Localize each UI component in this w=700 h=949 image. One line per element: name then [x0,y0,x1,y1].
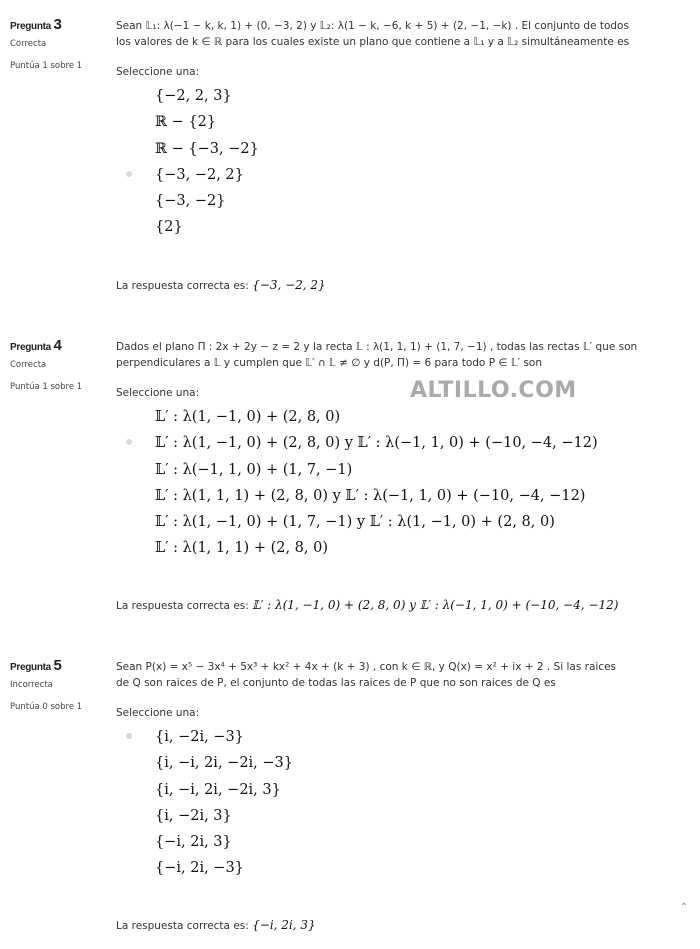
answer-label: 𝕃′ : λ(1, −1, 0) + (2, 8, 0) [155,409,341,425]
select-prompt: Seleccione una: [116,707,200,719]
answer-label: 𝕃′ : λ(−1, 1, 0) + (1, 7, −1) [155,461,353,478]
answer-option[interactable] [116,403,676,429]
right-answer-value: {−3, −2, 2} [252,278,326,292]
question-text-line: los valores de k ∈ ℝ para los cuales existe un plano que contiene a 𝕃₁ y a 𝕃₂ simultáneamente es [116,36,630,48]
answer-option[interactable] [116,508,676,534]
right-answer-value: 𝕃′ : λ(1, −1, 0) + (2, 8, 0) y 𝕃′ : λ(−1, 1, 0) + (−10, −4, −12) [252,598,619,612]
caret-up-icon[interactable]: ⌃ [679,902,688,913]
question-text [116,18,676,50]
watermark-logo: ALTILLO.COM [410,378,577,403]
right-answer: La respuesta correcta es: 𝕃′ : λ(1, −1, 0) + (2, 8, 0) y 𝕃′ : λ(−1, 1, 0) + (−10, −4, −12) [116,598,619,612]
question-grade: Puntúa 1 sobre 1 [10,382,83,392]
answer-option[interactable] [116,456,676,482]
right-answer: La respuesta correcta es: {−i, 2i, 3} [116,918,316,932]
question-number: Pregunta 3 [10,16,62,33]
answer-option[interactable] [116,213,676,239]
radio-selected-icon[interactable] [126,171,132,177]
question-info [10,657,110,712]
select-prompt: Seleccione una: [116,387,200,399]
answer-label: {2} [155,219,183,236]
answer-option[interactable] [116,482,676,508]
question-grade: Puntúa 0 sobre 1 [10,702,83,712]
answer-label: 𝕃′ : λ(1, −1, 0) + (2, 8, 0) y 𝕃′ : λ(−1, 1, 0) + (−10, −4, −12) [155,435,598,452]
question-content [116,657,676,881]
answer-list [116,723,676,881]
answer-label: {i, −i, 2i, −2i, 3} [155,781,281,798]
answer-option-selected[interactable] [116,723,676,749]
answer-option-selected[interactable] [116,429,676,455]
answer-label: {−i, 2i, 3} [155,834,232,851]
select-prompt: Seleccione una: [116,66,200,78]
question-number: Pregunta 4 [10,337,62,354]
answer-option[interactable] [116,828,676,854]
answer-option[interactable] [116,187,676,213]
question-text [116,659,676,691]
answer-label: 𝕃′ : λ(1, 1, 1) + (2, 8, 0) [155,540,329,557]
question-content [116,337,676,561]
question-grade: Puntúa 1 sobre 1 [10,61,83,71]
answer-label: {−2, 2, 3} [155,88,232,104]
answer-label: ℝ − {−3, −2} [155,140,259,157]
answer-option[interactable] [116,802,676,828]
question-content [116,16,676,240]
answer-option[interactable] [116,854,676,880]
radio-selected-icon[interactable] [126,439,132,445]
question-state: Correcta [10,39,47,49]
right-answer: La respuesta correcta es: {−3, −2, 2} [116,278,326,292]
question-number: Pregunta 5 [10,657,62,674]
answer-label: {i, −2i, −3} [155,729,244,745]
answer-label: {−3, −2} [155,193,226,210]
answer-label: {−3, −2, 2} [155,166,244,183]
answer-list [116,403,676,561]
answer-label: 𝕃′ : λ(1, 1, 1) + (2, 8, 0) y 𝕃′ : λ(−1, 1, 0) + (−10, −4, −12) [155,487,586,504]
answer-label: 𝕃′ : λ(1, −1, 0) + (1, 7, −1) y 𝕃′ : λ(1, −1, 0) + (2, 8, 0) [155,514,555,531]
question-text-line: de Q son raices de P, el conjunto de todas las raices de P que no son raices de Q es [116,677,556,689]
right-answer-value: {−i, 2i, 3} [252,918,316,932]
question-text [116,339,676,371]
answer-list [116,82,676,240]
answer-label: {−i, 2i, −3} [155,860,244,877]
answer-option-selected[interactable] [116,161,676,187]
question-text-line: Dados el plano Π : 2x + 2y − z = 2 y la recta 𝕃 : λ(1, 1, 1) + (1, 7, −1) , todas las rectas 𝕃′ que son [116,341,638,353]
answer-label: {i, −2i, 3} [155,807,232,824]
question-state: Correcta [10,360,47,370]
answer-label: ℝ − {2} [155,114,217,131]
question-text-line: perpendiculares a 𝕃 y cumplen que 𝕃′ ∩ 𝕃 ≠ ∅ y d(P, Π) = 6 para todo P ∈ 𝕃′ son [116,357,542,369]
question-state: Incorrecta [10,680,53,690]
answer-label: {i, −i, 2i, −2i, −3} [155,755,293,772]
question-info [10,337,110,392]
answer-option[interactable] [116,776,676,802]
answer-option[interactable] [116,749,676,775]
answer-option[interactable] [116,534,676,560]
question-text-line: Sean P(x) = x⁵ − 3x⁴ + 5x³ + kx² + 4x + (k + 3) , con k ∈ ℝ, y Q(x) = x² + ix + 2 . Si las raices [116,661,617,673]
question-info [10,16,110,71]
radio-selected-icon[interactable] [126,733,132,739]
answer-option[interactable] [116,135,676,161]
answer-option[interactable] [116,82,676,108]
answer-option[interactable] [116,108,676,134]
question-text-line: Sean 𝕃₁: λ(−1 − k, k, 1) + (0, −3, 2) y 𝕃₂: λ(1 − k, −6, k + 5) + (2, −1, −k) . El conjunto de todos [116,20,629,32]
